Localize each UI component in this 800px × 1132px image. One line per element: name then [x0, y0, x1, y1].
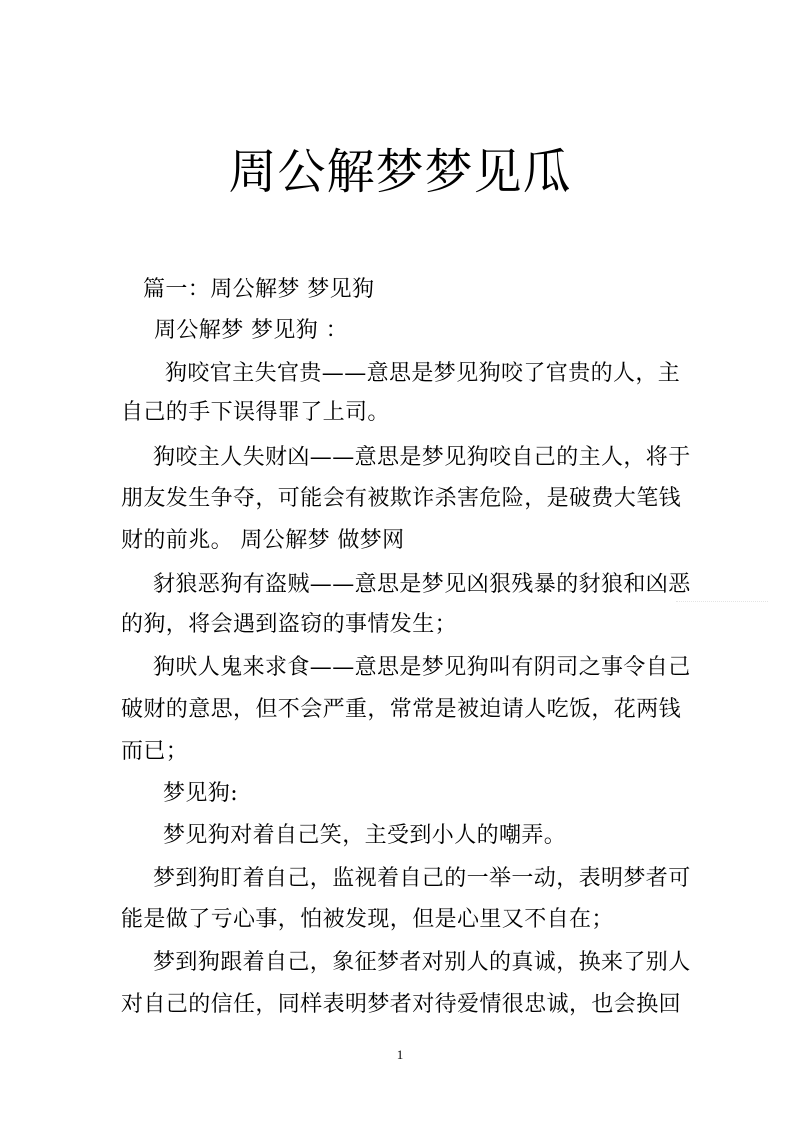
- decorative-dotted-line: [676, 601, 768, 602]
- paragraph-line: 狗吠人鬼来求食——意思是梦见狗叫有阴司之事令自己: [153, 655, 691, 680]
- paragraph-line: 自己的手下误得罪了上司。: [121, 400, 390, 425]
- paragraph-line: 梦到狗盯着自己，监视着自己的一举一动，表明梦者可: [153, 866, 691, 891]
- paragraph-line: 梦见狗对着自己笑，主受到小人的嘲弄。: [163, 823, 567, 848]
- page-title: 周公解梦梦见瓜: [228, 144, 572, 200]
- paragraph-line: 豺狼恶狗有盗贼——意思是梦见凶狠残暴的豺狼和凶恶: [153, 572, 691, 597]
- subheading: 梦见狗:: [163, 781, 239, 806]
- page-number: 1: [396, 1047, 404, 1062]
- paragraph-line: 破财的意思，但不会严重，常常是被迫请人吃饭，花两钱: [121, 697, 682, 722]
- paragraph-line: 财的前兆。 周公解梦 做梦网: [121, 528, 405, 553]
- paragraph-line: 而已；: [121, 739, 189, 764]
- paragraph-line: 狗咬主人失财凶——意思是梦见狗咬自己的主人，将于: [153, 445, 691, 470]
- paragraph-line: 对自己的信任，同样表明梦者对待爱情很忠诚，也会换回: [121, 992, 682, 1017]
- paragraph-line: 狗咬官主失官贵——意思是梦见狗咬了官贵的人，主: [165, 361, 681, 386]
- subheading: 周公解梦 梦见狗 ：: [154, 318, 348, 343]
- paragraph-line: 能是做了亏心事，怕被发现，但是心里又不自在；: [121, 907, 614, 932]
- paragraph-line: 梦到狗跟着自己，象征梦者对别人的真诚，换来了别人: [153, 950, 691, 975]
- paragraph-line: 朋友发生争夺，可能会有被欺诈杀害危险，是破费大笔钱: [121, 486, 682, 511]
- section-heading: 篇一：周公解梦 梦见狗: [143, 277, 375, 302]
- paragraph-line: 的狗，将会遇到盗窃的事情发生；: [121, 612, 458, 637]
